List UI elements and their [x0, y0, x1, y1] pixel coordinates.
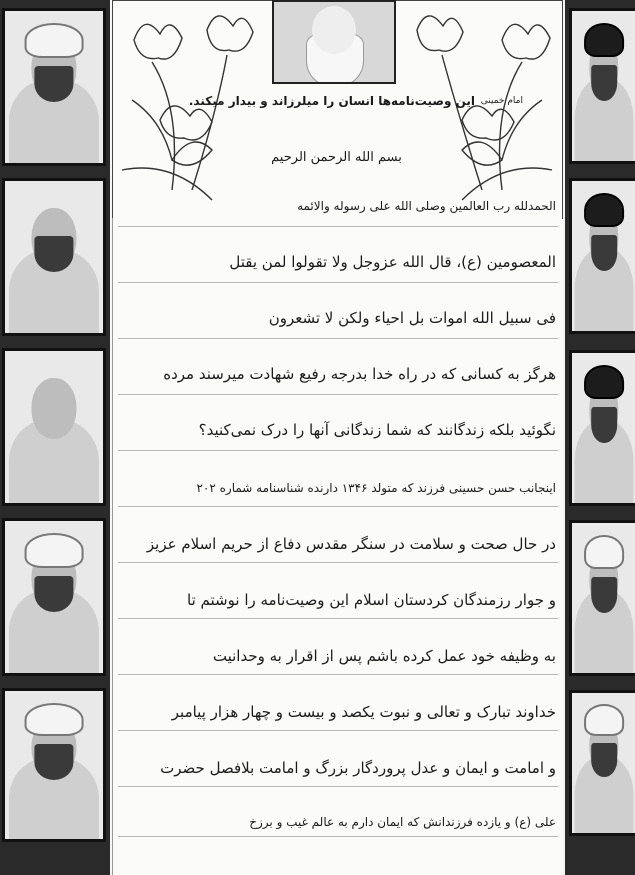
portrait-cleric-glasses [2, 8, 106, 166]
tulip-icon [462, 106, 514, 140]
ruled-line [118, 618, 558, 619]
ruled-line [118, 338, 558, 339]
letter-sheet [112, 0, 563, 875]
letter-line-8: و جوار رزمندگان کردستان اسلام این وصیت‌نامه را نوشتم تا [187, 591, 556, 609]
ruled-line [118, 506, 558, 507]
left-photo-column [0, 0, 110, 875]
ruled-line [118, 562, 558, 563]
right-photo-column [565, 0, 635, 875]
ruled-line [118, 394, 558, 395]
ruled-line [118, 786, 558, 787]
portrait-bearded-man [2, 178, 106, 336]
tulip-icon [502, 24, 550, 59]
portrait-cleric-black-turban [569, 8, 635, 164]
portrait-cleric-glasses-right [569, 690, 635, 836]
ruled-line [118, 674, 558, 675]
letter-line-6: اینجانب حسن حسینی فرزند که متولد ۱۳۴۶ دارنده شناسنامه شماره ۲۰۲ [196, 481, 556, 495]
portrait-cleric-glasses-2 [2, 518, 106, 676]
tulip-icon [207, 16, 253, 51]
letter-line-11: و امامت و ایمان و عدل پروردگار بزرگ و امامت بلافصل حضرت [160, 759, 556, 777]
tulip-icon [417, 16, 463, 51]
portrait-mustache-man [2, 348, 106, 506]
ruled-line [118, 730, 558, 731]
letter-line-4: هرگز به کسانی که در راه خدا بدرجه رفیع شهادت میرسند مرده [163, 365, 556, 383]
ruled-line [118, 450, 558, 451]
portrait-cleric-elder [569, 178, 635, 334]
letter-line-1: الحمدلله رب العالمین وصلی الله علی رسوله والائمه [297, 199, 556, 213]
letter-line-9: به وظیفه خود عمل کرده باشم پس از اقرار به وحدانیت [212, 647, 556, 665]
tulip-icon [160, 106, 212, 140]
basmala-heading: بسم الله الرحمن الرحیم [271, 150, 402, 165]
quote-source: امام خمینی [480, 96, 523, 106]
ruled-line [118, 282, 558, 283]
letter-line-7: در حال صحت و سلامت در سنگر مقدس دفاع از حریم اسلام عزیز [146, 535, 556, 553]
letter-line-2: المعصومین (ع)، قال الله عزوجل ولا تقولوا لمن یقتل [229, 253, 556, 271]
ruled-line [118, 836, 558, 837]
margin-rule [112, 218, 113, 875]
portrait-cleric-3 [2, 688, 106, 842]
letter-line-5: نگوئید بلکه زندگانند که شما زندگانی آنها را درک نمی‌کنید؟ [198, 421, 556, 439]
letter-line-12: علی (ع) و یازده فرزندانش که ایمان دارم به عالم غیب و برزخ [249, 815, 556, 829]
header-portrait-photo [272, 0, 396, 84]
tulip-icon [134, 24, 182, 59]
ruled-line [118, 226, 558, 227]
letter-line-10: خداوند تبارک و تعالی و نبوت یکصد و بیست و چهار هزار پیامبر [171, 703, 556, 721]
portrait-cleric-elder-2 [569, 350, 635, 506]
letter-line-3: فی سبیل الله اموات بل احیاء ولکن لا تشعرون [268, 309, 556, 327]
portrait-elder-white-beard [569, 520, 635, 676]
quote-line: این وصیت‌نامه‌ها انسان را میلرزاند و بیدار میکند. [188, 94, 475, 108]
